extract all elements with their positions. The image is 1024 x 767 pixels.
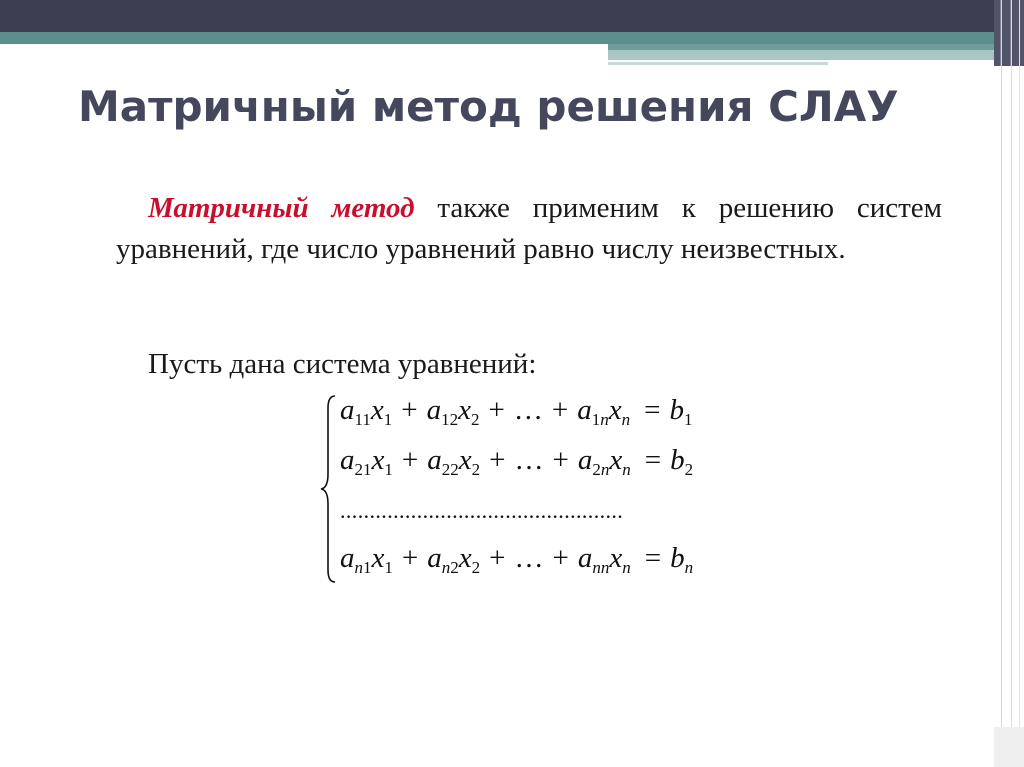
equation-row-1: $a_{11}x_1 + a_{12}x_2$ + … + $a_{1n}x_n = b_1$ [340, 394, 693, 429]
left-brace [318, 394, 340, 584]
system-lead-text: Пусть дана система уравнений: [148, 348, 537, 380]
intro-paragraph [116, 188, 942, 270]
equation-row-n: $a_{n1}x_1 + a_{n2}x_2$ + … + $a_{nn}x_n = b_n$ [340, 542, 694, 577]
equation-system [318, 394, 758, 584]
header-teal-band [0, 32, 1024, 44]
highlight-term: Матричный метод [148, 192, 415, 224]
equation-ellipsis-row: ................................................ [340, 498, 624, 523]
equation-row-2: $a_{21}x_1 + a_{22}x_2$ + … + $a_{2n}x_n = b_2$ [340, 444, 694, 479]
header-teal-line [608, 62, 828, 65]
header-teal-light [608, 50, 1024, 60]
page-corner [994, 727, 1024, 767]
paragraph-text: также применим к решению систем уравнений, где число уравнений равно числу неизвестных. [116, 192, 942, 265]
header-bar [0, 0, 1024, 32]
slide-title: Матричный метод решения СЛАУ [78, 82, 899, 131]
page-edge-decoration [994, 0, 1024, 767]
